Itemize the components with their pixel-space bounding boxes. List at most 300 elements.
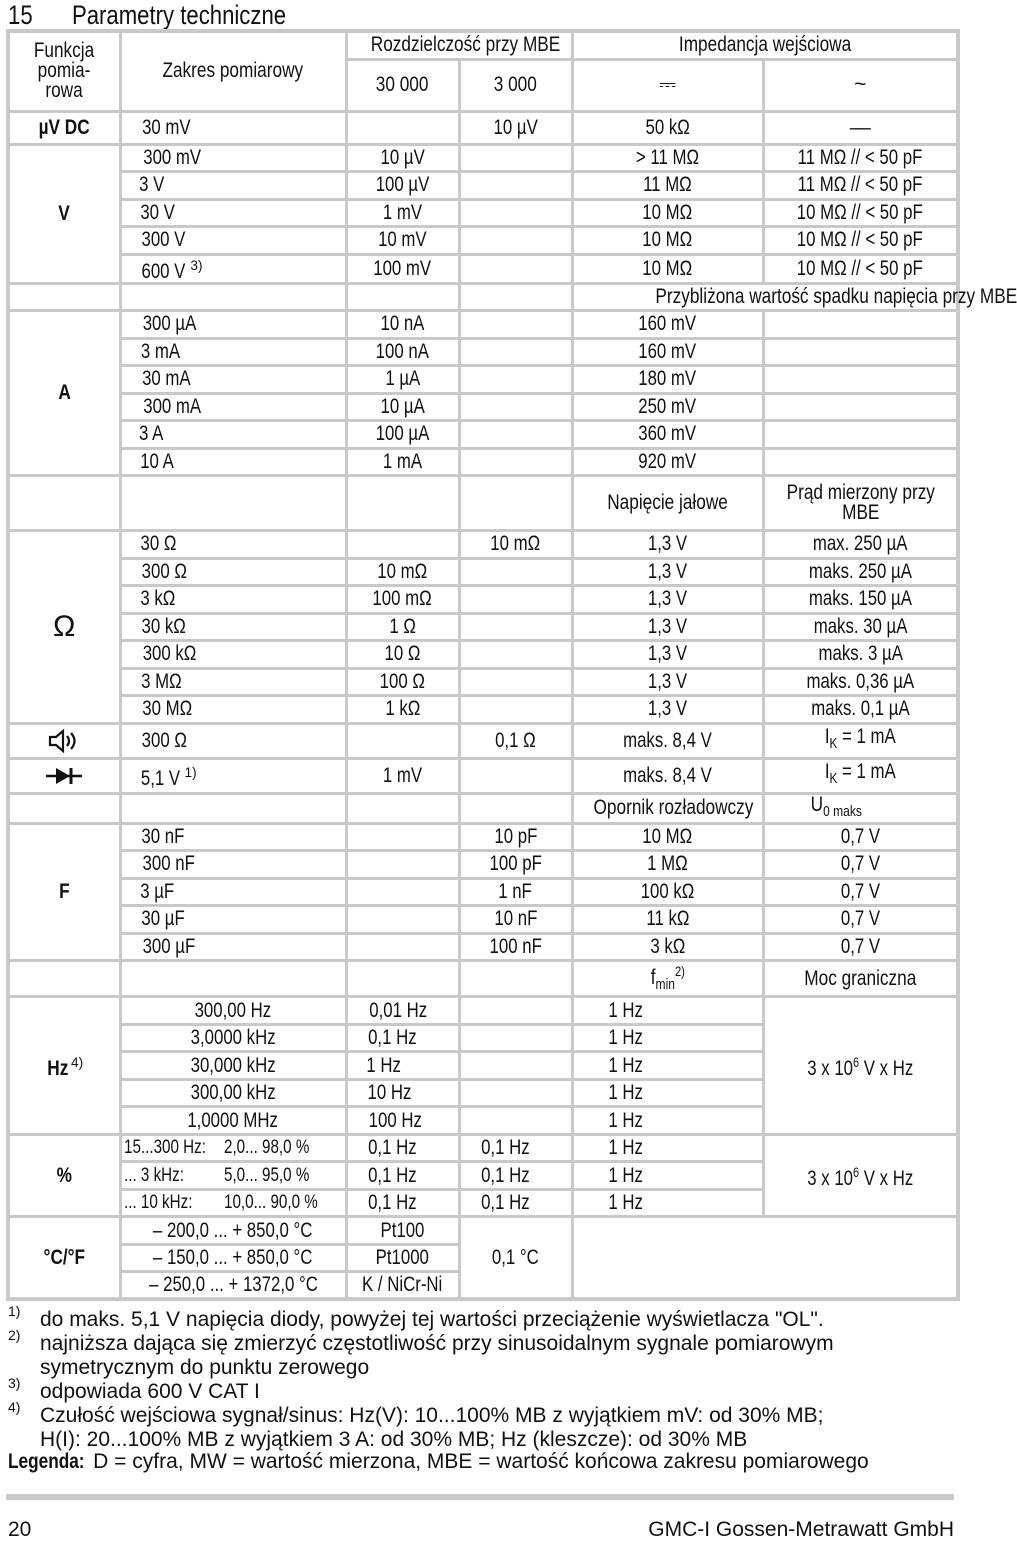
cell-value: 300 nF [142,852,195,876]
table-cell [346,476,459,531]
cell-value: 0,1 Hz [367,1136,417,1160]
cell-value: 300 µF [142,934,195,958]
cell-value: 100 mΩ [372,587,433,611]
table-cell [120,311,346,339]
table-cell [346,393,459,421]
cell-value: 300,00 kHz [190,1081,276,1105]
table-row [8,878,958,906]
table-cell [763,199,958,227]
cell-value: I [824,724,830,748]
table-cell [459,421,572,449]
header-ac [763,59,958,111]
table-cell [120,144,346,172]
table-cell [459,366,572,394]
cell-value: V x Hz [859,1166,914,1190]
cell-value: 0,1 Hz [480,1191,530,1215]
cell-value: 10 mΩ [490,532,541,556]
table-cell [763,172,958,200]
cell-value: 1,0000 MHz [187,1108,279,1132]
table-cell [120,758,346,793]
cell-value: Rozdzielczość przy MBE [370,33,560,57]
func-diode [8,758,120,793]
table-row [8,366,958,394]
cell-value: 30 Ω [139,532,176,556]
cell-value: 10 MΩ [642,228,693,252]
cell-value: 100 nA [375,339,430,363]
cell-value: 2,0... 98,0 % [223,1137,309,1159]
cell-value: 10 MΩ [642,824,693,848]
table-cell [459,338,572,366]
table-cell [572,172,763,200]
table-cell [763,878,958,906]
cell-value: 10,0... 90,0 % [223,1192,318,1214]
table-cell [346,199,459,227]
table-cell [346,668,459,696]
table-row [8,338,958,366]
cell-value: Przybliżona wartość spadku napięcia przy MBE [654,284,1017,308]
cell-value: 2) [674,964,685,980]
cell-value: 0 maks [822,803,862,820]
header-impedance [572,31,958,59]
cell-value: 10 mV [378,228,427,252]
table-row [8,906,958,934]
cell-value: Moc graniczna [804,966,917,990]
cell-value: 1 Hz [607,1108,643,1132]
table-cell [459,311,572,339]
cell-value: 0,7 V [840,934,880,958]
table-cell [572,696,763,724]
table-cell [763,111,958,144]
cell-value: 1 mV [382,763,423,787]
cell-value: maks. 3 µA [818,642,903,666]
cell-value: 10 µV [493,115,538,139]
table-cell [459,997,572,1025]
cell-value: 180 mV [638,367,697,391]
table-cell [120,448,346,476]
table-cell [459,1107,572,1135]
table-cell [763,723,958,758]
table-row [8,613,958,641]
cell-value: 30 kΩ [141,614,186,638]
table-cell [459,393,572,421]
table-cell [120,641,346,669]
table-cell [346,1217,459,1245]
cell-value: 30 MΩ [141,697,192,721]
cell-value: 10 Hz [366,1081,411,1105]
table-row [8,199,958,227]
table-cell [572,421,763,449]
cell-value: 1 mV [382,200,423,224]
table-cell [346,311,459,339]
cell-value: 30 mA [141,367,191,391]
table-cell [120,723,346,758]
cell-value: 1,3 V [647,559,688,583]
table-cell [763,311,958,339]
cell-value: 10 MΩ // < 50 pF [797,256,924,280]
table-cell [763,851,958,879]
cell-value: U [810,792,823,816]
cell-value: 100 µA [375,422,430,446]
table-cell [120,1024,346,1052]
cell-value: 10 MΩ // < 50 pF [797,200,924,224]
table-cell [572,823,763,851]
cell-value: ~ [854,73,867,96]
table-cell [763,393,958,421]
cell-value: 160 mV [638,312,697,336]
cell-value: 11 MΩ // < 50 pF [797,145,923,169]
cell-value: – 250,0 ... + 1372,0 °C [148,1273,318,1297]
table-cell [120,227,346,255]
table-row [8,254,958,283]
header-fmin [572,961,763,997]
cell-value: Zakres pomiarowy [162,59,304,83]
cell-value: maks. 0,36 µA [806,669,915,693]
cell-value: – 150,0 ... + 850,0 °C [153,1246,313,1270]
header-power-limit [763,961,958,997]
table-cell [346,696,459,724]
table-cell [459,111,572,144]
table-row [8,172,958,200]
cell-value: 0,1 Hz [480,1136,530,1160]
cell-value: °C/°F [43,1245,86,1269]
table-cell [120,668,346,696]
table-cell [459,531,572,559]
table-cell [763,338,958,366]
table-cell [346,366,459,394]
table-cell [572,558,763,586]
table-cell [120,199,346,227]
table-cell [572,997,763,1025]
table-cell [459,199,572,227]
cell-value: 3 000 [493,73,538,96]
table-cell [459,668,572,696]
header-discharge-resistor [572,793,763,823]
table-cell [459,144,572,172]
table-cell [763,906,958,934]
table-cell [120,1189,346,1217]
cell-value: 1 kΩ [385,697,420,721]
table-cell [120,586,346,614]
table-cell [120,1079,346,1107]
cell-value: 11 MΩ [643,173,692,197]
cell-value: 3 kΩ [139,587,175,611]
table-cell [572,311,763,339]
cell-value: 5,0... 95,0 % [223,1164,309,1186]
header-open-voltage [572,476,763,531]
table-cell [763,668,958,696]
cell-value: 10 µV [380,145,425,169]
table-row [8,758,958,793]
func-ohm [8,531,120,724]
cell-value: % [56,1163,72,1187]
table-row [8,448,958,476]
cell-value: 1 Hz [607,1163,643,1187]
header-dc [572,59,763,111]
table-cell [346,448,459,476]
table-row [8,793,958,823]
table-cell [459,476,572,531]
cell-value: 0,1 Hz [367,1191,417,1215]
table-cell [572,1134,763,1162]
table-cell [459,558,572,586]
table-cell [346,531,459,559]
cell-value: 3 x 10 [807,1056,854,1080]
table-cell [8,476,120,531]
table-cell [459,1189,572,1217]
table-cell [120,823,346,851]
page-number: 20 [8,1518,32,1541]
table-cell [572,393,763,421]
table-cell [459,586,572,614]
table-cell [120,851,346,879]
cell-value: 1,3 V [647,532,688,556]
table-cell [459,758,572,793]
footer-divider [6,1494,954,1500]
cell-value: 100 mV [373,256,432,280]
table-cell [763,421,958,449]
company-name: GMC-I Gossen-Metrawatt GmbH [648,1518,954,1541]
table-cell [459,723,572,758]
table-row [8,1217,958,1245]
func-hz [8,997,120,1135]
func-temperature [8,1217,120,1300]
legend-text: D = cyfra, MW = wartość mierzona, MBE = wartość końcowa zakresu pomiarowego [87,1450,869,1473]
cell-value: maks. 150 µA [808,587,912,611]
cell-value: Prąd mierzony przy MBE [786,481,935,524]
cell-value: 10 Ω [384,642,421,666]
cell-value: 30,000 kHz [190,1053,276,1077]
table-cell [459,448,572,476]
table-cell [459,172,572,200]
cell-value: 0,7 V [840,879,880,903]
cell-value: 300 V [140,228,185,252]
cell-value: 1) [184,764,197,780]
table-cell [346,758,459,793]
table-cell [572,338,763,366]
table-row [8,1134,958,1162]
table-cell [572,199,763,227]
cell-value: maks. 250 µA [808,559,912,583]
cell-value: 3,0000 kHz [190,1026,276,1050]
cell-value: 1 Hz [607,1136,643,1160]
cell-value: 600 V [140,259,185,283]
cell-value: 0,1 Hz [367,1026,417,1050]
table-cell [572,851,763,879]
table-cell [120,531,346,559]
table-cell [572,878,763,906]
table-cell [120,793,346,823]
table-cell [8,961,120,997]
cell-value: 1 Ω [389,614,416,638]
cell-value: maks. 30 µA [813,614,908,638]
table-cell [346,1107,459,1135]
cell-value: 1,3 V [647,697,688,721]
table-cell [572,254,763,283]
table-cell [572,758,763,793]
cell-value: K / NiCr-Ni [362,1273,443,1297]
table-cell [763,254,958,283]
table-cell [120,1272,346,1300]
cell-value: 3 kΩ [650,934,685,958]
table-cell [572,586,763,614]
table-cell [120,1217,346,1245]
table-cell [459,283,572,311]
table-row [8,558,958,586]
table-cell [120,172,346,200]
cell-value: 0,7 V [840,824,880,848]
cell-value: K [829,736,838,753]
table-cell [763,696,958,724]
table-cell [346,1134,459,1162]
cell-value: 11 MΩ // < 50 pF [797,173,923,197]
cell-value: 10 A [139,449,174,473]
table-cell [120,476,346,531]
cell-value: 6 [853,1164,860,1180]
table-cell [459,823,572,851]
cell-value: f [650,966,656,990]
legend-label: Legenda: [8,1450,85,1473]
table-row [8,283,958,311]
table-cell [120,613,346,641]
header-res-30000 [346,59,459,111]
cell-value: 1,3 V [647,642,688,666]
table-cell [120,283,346,311]
cell-value: 1 mA [382,449,423,473]
table-row [8,823,958,851]
table-cell [459,878,572,906]
header-function [8,31,120,111]
table-cell [572,144,763,172]
table-cell [120,906,346,934]
table-cell [120,1052,346,1080]
cell-value: F [58,879,70,903]
cell-value: µV DC [38,115,90,139]
table-cell [572,668,763,696]
cell-value: 0,01 Hz [368,998,427,1022]
table-cell [763,366,958,394]
cell-value: 6 [853,1054,860,1070]
cell-value: 100 Ω [379,669,426,693]
cell-value: 10 mΩ [377,559,428,583]
table-cell [346,558,459,586]
section-number: 15 [8,0,33,30]
table-cell [572,1079,763,1107]
table-cell [763,144,958,172]
func-v [8,144,120,283]
cell-value: maks. 0,1 µA [811,697,910,721]
table-cell [346,283,459,311]
cell-value: = 1 mA [842,759,896,783]
table-cell [763,558,958,586]
table-cell [572,227,763,255]
cell-value: 100 pF [489,852,542,876]
table-row [8,851,958,879]
cell-value: 10 µA [380,394,425,418]
func-percent [8,1134,120,1217]
table-cell [346,906,459,934]
cell-value: 30 nF [140,824,184,848]
table-cell [346,823,459,851]
table-cell [346,851,459,879]
cell-value: 920 mV [638,449,697,473]
cell-value: Opornik rozładowczy [593,796,753,820]
table-cell [763,227,958,255]
cell-value: 300,00 Hz [194,998,272,1022]
diode-icon [44,766,84,786]
table-cell [459,227,572,255]
table-cell [572,641,763,669]
func-continuity [8,723,120,758]
table-cell [346,1079,459,1107]
cell-value: maks. 8,4 V [623,763,712,787]
cell-value: 0,1 Ω [495,728,536,752]
table-cell [572,933,763,961]
header-range [120,31,346,111]
table-row [8,393,958,421]
cell-value: 100 µV [375,173,430,197]
table-cell [120,961,346,997]
table-row [8,311,958,339]
cell-value: Pt1000 [375,1246,430,1270]
table-cell [346,111,459,144]
cell-value: Pt100 [380,1218,425,1242]
table-cell [120,338,346,366]
table-row [8,421,958,449]
table-cell [459,613,572,641]
table-cell [120,997,346,1025]
cell-value: 10 MΩ [642,256,693,280]
table-cell [572,1052,763,1080]
table-row [8,961,958,997]
cell-value: Hz [47,1056,69,1080]
table-cell [459,1162,572,1190]
table-row [8,641,958,669]
temp-resolution [459,1217,572,1300]
cell-value: 10 nA [380,312,425,336]
table-row [8,586,958,614]
table-row [8,696,958,724]
table-cell [459,641,572,669]
table-cell [459,906,572,934]
table-cell [459,933,572,961]
table-cell [459,961,572,997]
speaker-icon [47,728,81,754]
table-cell [346,1272,459,1300]
cell-value: Ω [53,609,76,643]
cell-value: 10 MΩ // < 50 pF [797,228,924,252]
cell-value: 0,1 Hz [367,1163,417,1187]
table-cell [459,793,572,823]
cell-value: max. 250 µA [812,532,908,556]
cell-value: 3 mA [140,339,180,363]
cell-value: 1 MΩ [647,852,688,876]
cell-value: Napięcie jałowe [607,491,728,514]
table-cell [763,613,958,641]
table-cell [346,144,459,172]
table-cell [346,641,459,669]
header-resolution [346,31,572,59]
table-cell [459,1079,572,1107]
cell-value: 250 mV [638,394,697,418]
table-cell [346,1162,459,1190]
table-cell [763,641,958,669]
table-cell [346,172,459,200]
cell-value: 300 Ω [141,559,187,583]
cell-value: 160 mV [638,339,697,363]
table-cell [346,723,459,758]
cell-value: 100 Hz [368,1108,422,1132]
table-cell [120,366,346,394]
